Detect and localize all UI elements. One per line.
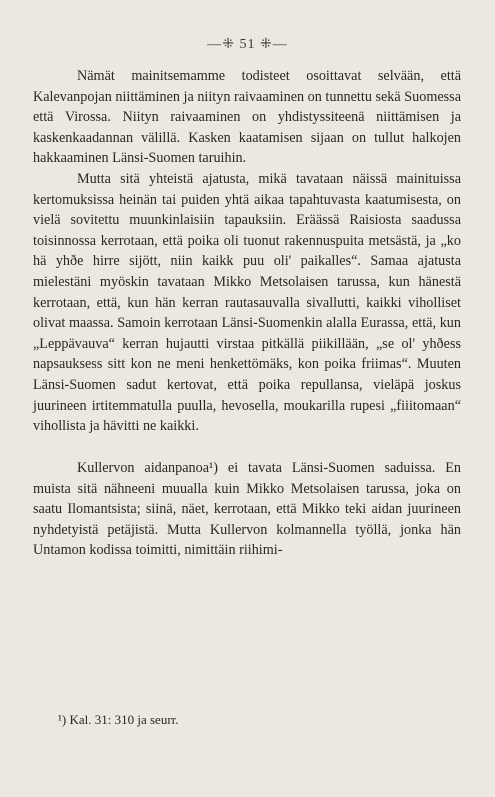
paragraph: Mutta sitä yhteistä ajatusta, mikä tavataan näissä mainituissa kertomuksissa heinän tai puiden yhtä aikaa tapahtuvasta kaatumisesta, on vielä sovitettu muunkinlaisiin tapauksiin. Eräässä Raisiosta saadussa toisinnossa kerrotaan, että poika oli tuonut rakennuspuita metsästä, ja „ko hä yhðe hirre sijött, niin kaikk puu oli' paikalles“. Samaa ajatusta mielestäni myöskin tavataan Mikko Metsolaisen tarussa, kun hänestä kerrotaan, että, kun hän kerran rautasauvalla sivallutti, kaikki viholliset olivat maassa. Samoin kerrotaan Länsi-Suomenkin alalla Eurassa, että, kun „Leppävauva“ kerran hujautti virstaa pitkällä piikillään, „se ol' yhðess napsauksess sitt kon ne meni henkettömäks, kon poika friimas“. Muuten Länsi-Suomen sadut kertovat, että poika repullansa, vieläpä joskus juurineen irtitemmatulla puulla, hevosella, moukarilla rupesi „fiiitomaan“ vihollista ja hävitti ne kaikki. — [33, 170, 461, 435]
paragraph: Kullervon aidanpanoa¹) ei tavata Länsi-Suomen saduissa. En muista sitä nähneeni muualla kuin Mikko Metsolaisen tarussa, joka on saatu Ilomantsista; siinä, näet, kerrotaan, että Mikko teki aidan juurineen nyhdetyistä petäjistä. Mutta Kullervon kolmannella työllä, jonka hän Untamon kodissa toimitti, nimittäin riihimi- — [33, 460, 461, 559]
page-number: —⁜ 51 ⁜— — [207, 37, 288, 52]
text-section-2 — [33, 458, 461, 561]
footnote: ¹) Kal. 31: 310 ja seurr. — [58, 712, 179, 727]
paragraph: Nämät mainitsemamme todisteet osoittavat selvään, että Kalevanpojan niittäminen ja niityn raivaaminen on tunnettu sekä Suomessa että Virossa. Niityn raivaaminen on yhdistyssiteenä niittämisen ja kaskenkaadannan välillä. Kasken kaatamisen sijaan on tullut halkojen hakkaaminen Länsi-Suomen taruihin. — [33, 68, 461, 167]
text-section-1 — [33, 66, 461, 437]
